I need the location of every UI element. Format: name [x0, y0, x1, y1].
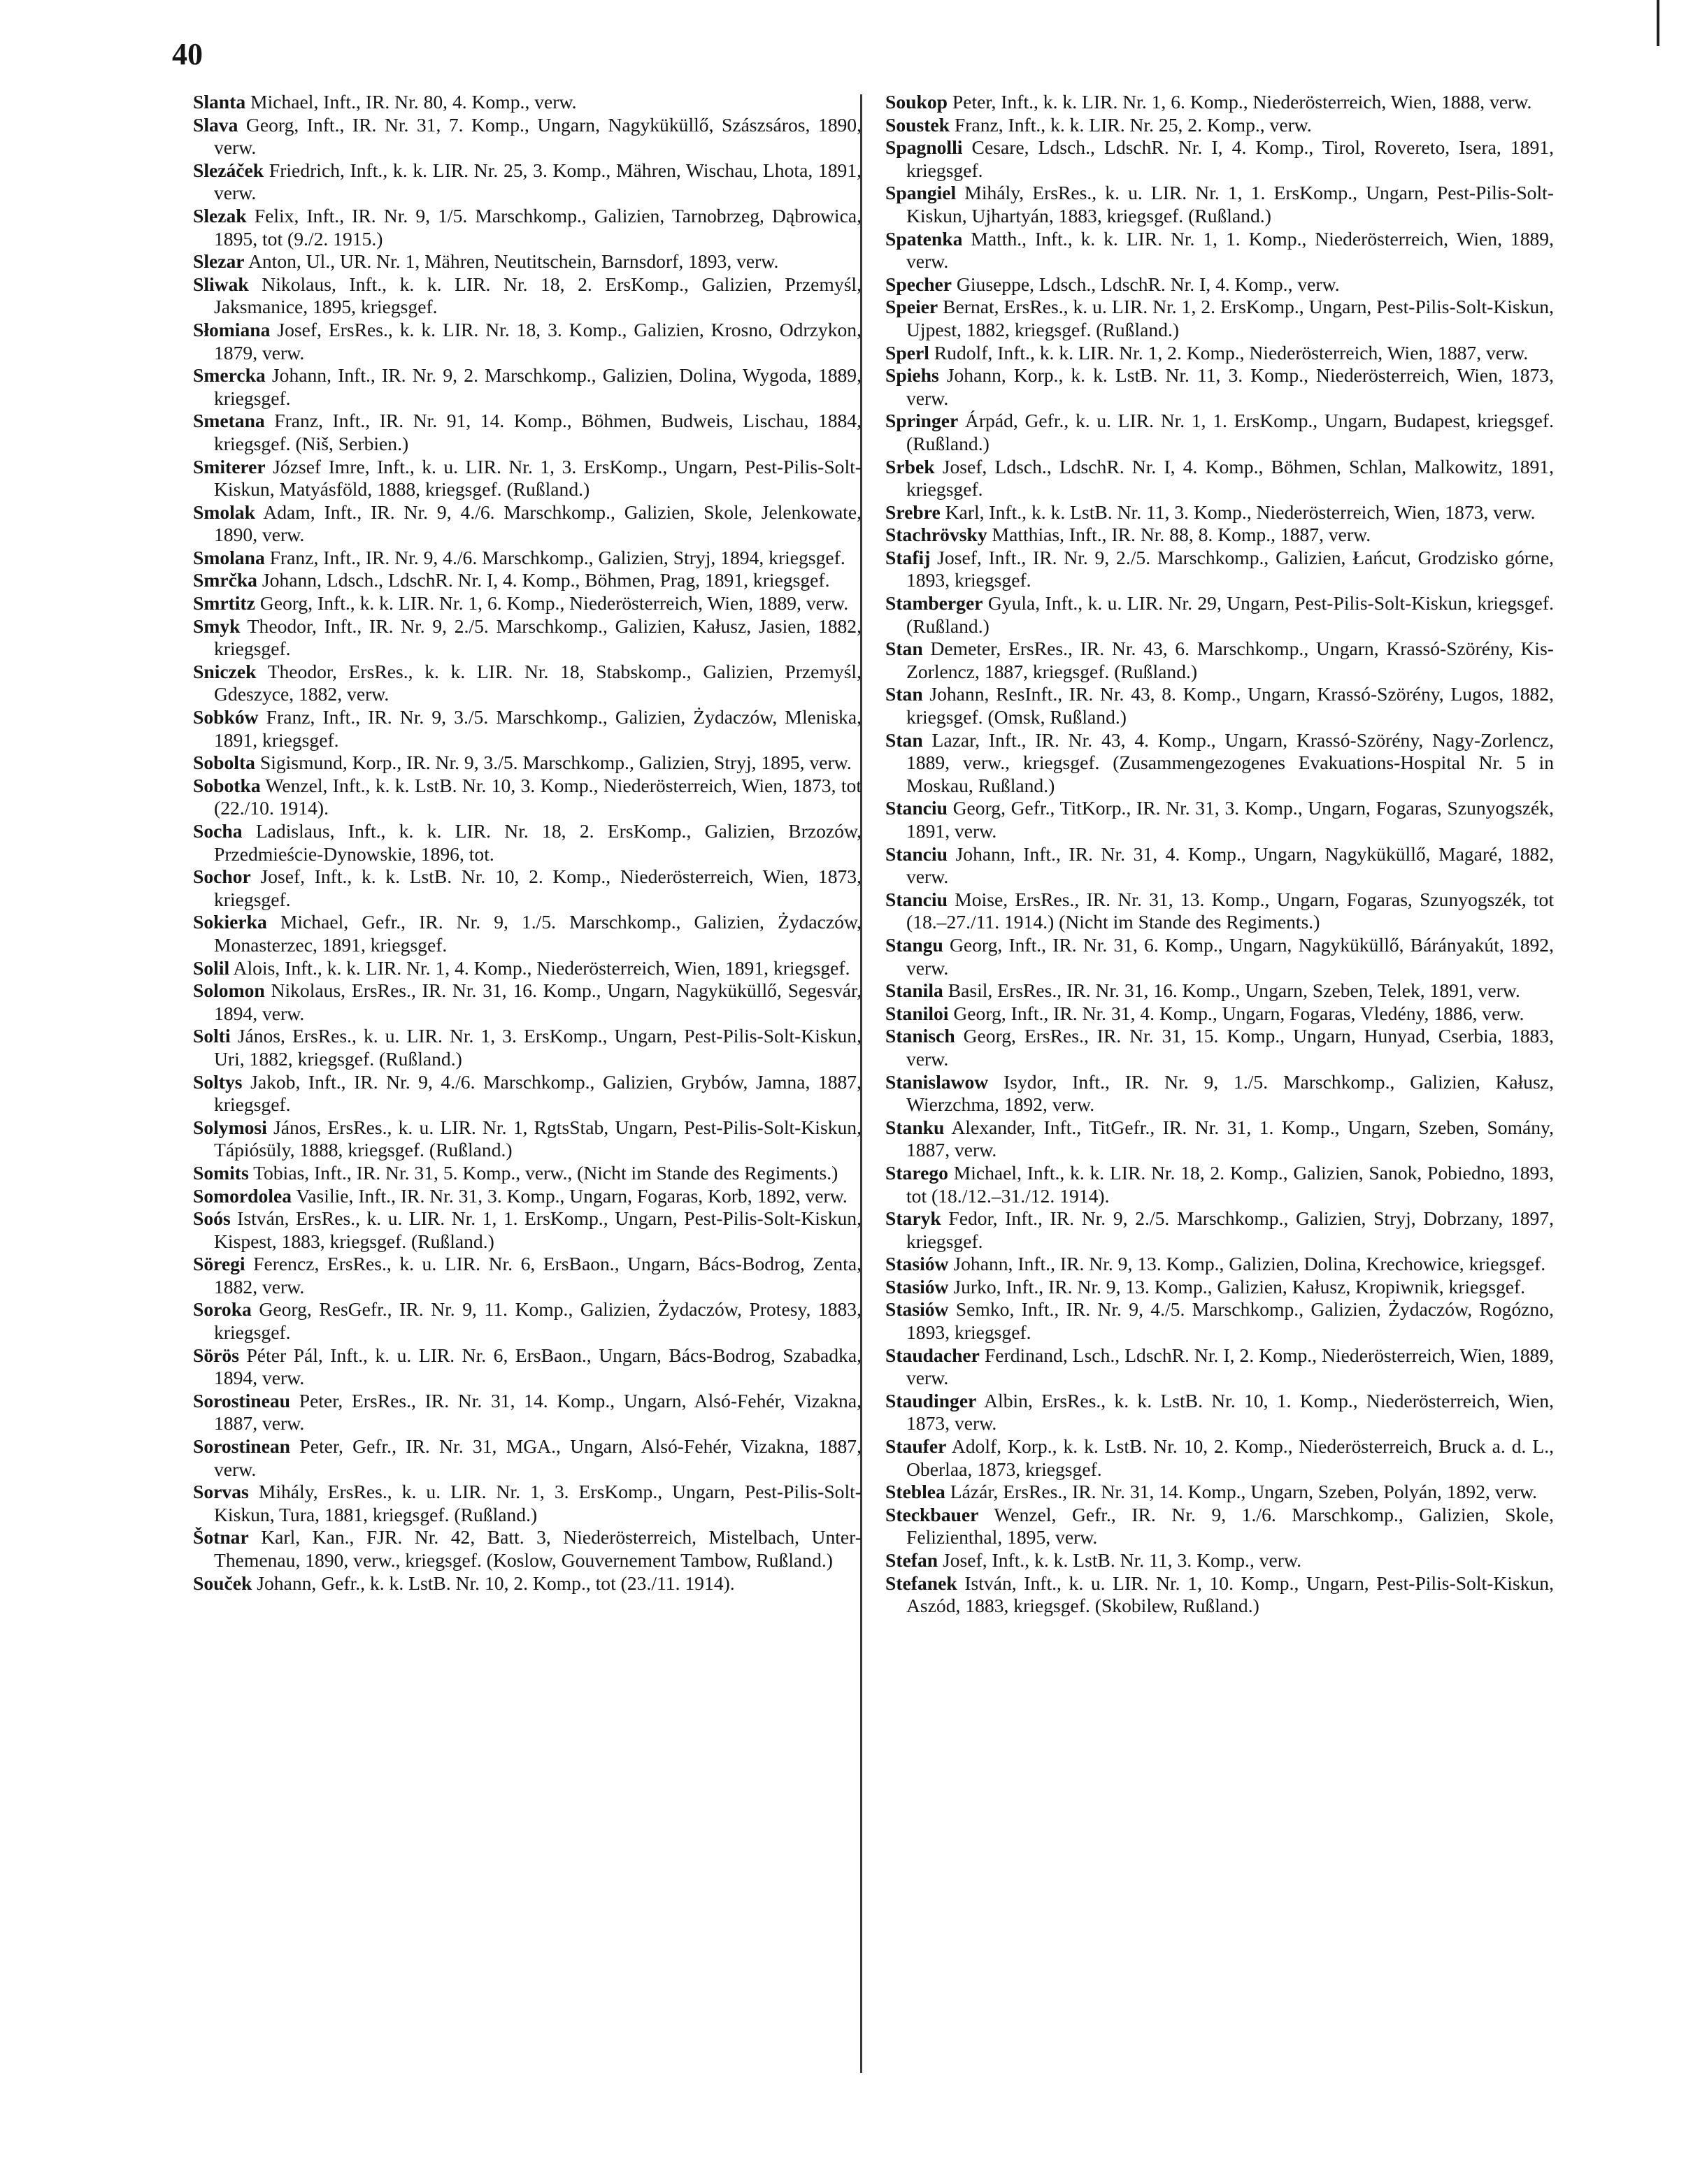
entry-surname: Stafij [885, 546, 931, 568]
entry-details: Matth., Inft., k. k. LIR. Nr. 1, 1. Komp., Niederösterreich, Wien, 1889, verw. [906, 227, 1554, 273]
list-item [885, 547, 1554, 592]
list-item [885, 1253, 1554, 1276]
entry-details: Johann, Gefr., k. k. LstB. Nr. 10, 2. Komp., tot (23./11. 1914). [252, 1572, 735, 1594]
entry-details: Isydor, Inft., IR. Nr. 9, 1./5. Marschkomp., Galizien, Kałusz, Wierzchma, 1892, verw. [906, 1070, 1554, 1116]
entry-details: Georg, ErsRes., IR. Nr. 31, 15. Komp., Ungarn, Hunyad, Cserbia, 1883, verw. [906, 1025, 1554, 1070]
entry-surname: Staudacher [885, 1344, 980, 1366]
list-item [193, 1298, 862, 1344]
column-left [193, 91, 862, 1595]
entry-surname: Slezar [193, 250, 245, 273]
list-item [885, 410, 1554, 455]
entry-details: Jurko, Inft., IR. Nr. 9, 13. Komp., Galizien, Kałusz, Kropiwnik, kriegsgef. [948, 1275, 1526, 1298]
list-item [885, 182, 1554, 227]
entry-surname: Spagnolli [885, 136, 963, 159]
entry-surname: Soroka [193, 1298, 252, 1321]
entry-details: Theodor, Inft., IR. Nr. 9, 2./5. Marschkomp., Galizien, Kałusz, Jasien, 1882, kriegsgef. [214, 615, 862, 660]
entry-surname: Słomiana [193, 318, 271, 340]
entry-details: Michael, Inft., k. k. LIR. Nr. 18, 2. Komp., Galizien, Sanok, Pobiedno, 1893, tot (18./12.–31./12. 1914). [906, 1161, 1554, 1207]
entry-details: Johann, Inft., IR. Nr. 9, 2. Marschkomp., Galizien, Dolina, Wygoda, 1889, kriegsgef. [214, 364, 862, 409]
entry-surname: Sörös [193, 1344, 239, 1366]
list-item [885, 1116, 1554, 1162]
entry-details: Johann, ResInft., IR. Nr. 43, 8. Komp., Ungarn, Krassó-Szörény, Lugos, 1882, kriegsgef. (Omsk, Rußland.) [906, 683, 1554, 728]
entry-surname: Soukop [885, 91, 948, 113]
entry-surname: Stefan [885, 1549, 938, 1571]
page-edge-rule [1657, 0, 1659, 46]
entry-surname: Springer [885, 410, 959, 432]
list-item [193, 250, 862, 273]
entry-details: Franz, Inft., k. k. LIR. Nr. 25, 2. Komp., verw. [950, 113, 1312, 136]
list-item [193, 1526, 862, 1572]
list-item [193, 1185, 862, 1208]
entry-surname: Šotnar [193, 1526, 249, 1549]
list-item [193, 661, 862, 706]
entry-surname: Soustek [885, 113, 950, 136]
list-item [885, 364, 1554, 410]
list-item [885, 934, 1554, 979]
entry-surname: Spangiel [885, 182, 957, 204]
list-item [193, 364, 862, 410]
entry-details: Franz, Inft., IR. Nr. 9, 4./6. Marschkomp., Galizien, Stryj, 1894, kriegsgef. [264, 546, 845, 568]
list-item [193, 752, 862, 775]
entry-details: Wenzel, Gefr., IR. Nr. 9, 1./6. Marschkomp., Galizien, Skole, Felizienthal, 1895, verw. [906, 1503, 1554, 1549]
entry-surname: Stachrövsky [885, 524, 987, 546]
entry-surname: Somordolea [193, 1184, 292, 1207]
entry-surname: Srbek [885, 455, 935, 477]
entry-details: Josef, Inft., k. k. LstB. Nr. 10, 2. Komp., Niederösterreich, Wien, 1873, kriegsgef. [214, 865, 862, 910]
entry-details: Peter, Gefr., IR. Nr. 31, MGA., Ungarn, Alsó-Fehér, Vizakna, 1887, verw. [214, 1435, 862, 1480]
list-item [885, 1344, 1554, 1390]
entry-surname: Solymosi [193, 1116, 267, 1138]
page-number: 40 [172, 37, 203, 71]
entry-details: Ferencz, ErsRes., k. u. LIR. Nr. 6, ErsBaon., Ungarn, Bács-Bodrog, Zenta, 1882, verw. [214, 1253, 862, 1298]
entry-details: Anton, Ul., UR. Nr. 1, Mähren, Neutitschein, Barnsdorf, 1893, verw. [244, 250, 779, 273]
list-item [885, 1071, 1554, 1116]
entry-surname: Socha [193, 820, 243, 842]
list-item [193, 957, 862, 980]
entry-surname: Stanisch [885, 1025, 955, 1047]
entry-details: Johann, Inft., IR. Nr. 9, 13. Komp., Galizien, Dolina, Krechowice, kriegsgef. [948, 1253, 1546, 1275]
list-item [193, 615, 862, 661]
entry-surname: Sorostineau [193, 1389, 291, 1411]
list-item [885, 456, 1554, 501]
entry-details: Nikolaus, ErsRes., IR. Nr. 31, 16. Komp., Ungarn, Nagyküküllő, Segesvár, 1894, verw. [214, 979, 862, 1024]
entry-details: Theodor, ErsRes., k. k. LIR. Nr. 18, Stabskomp., Galizien, Przemyśl, Gdeszyce, 1882, verw. [214, 660, 862, 705]
entry-details: Georg, Inft., k. k. LIR. Nr. 1, 6. Komp., Niederösterreich, Wien, 1889, verw. [255, 592, 849, 615]
list-item [885, 729, 1554, 798]
entry-surname: Stan [885, 638, 923, 660]
list-item [885, 1298, 1554, 1344]
entry-details: Jakob, Inft., IR. Nr. 9, 4./6. Marschkomp., Galizien, Grybów, Jamna, 1887, kriegsgef. [214, 1070, 862, 1116]
entry-details: Wenzel, Inft., k. k. LstB. Nr. 10, 3. Komp., Niederösterreich, Wien, 1873, tot (22./10. 1914). [214, 774, 862, 819]
list-item [885, 136, 1554, 182]
entry-details: Rudolf, Inft., k. k. LIR. Nr. 1, 2. Komp., Niederösterreich, Wien, 1887, verw. [929, 341, 1529, 364]
entry-details: Ferdinand, Lsch., LdschR. Nr. I, 2. Komp., Niederösterreich, Wien, 1889, verw. [906, 1344, 1554, 1389]
list-item [193, 91, 862, 114]
list-item [193, 1572, 862, 1595]
entry-details: Árpád, Gefr., k. u. LIR. Nr. 1, 1. ErsKomp., Ungarn, Budapest, kriegsgef. (Rußland.) [906, 410, 1554, 454]
entry-details: János, ErsRes., k. u. LIR. Nr. 1, RgtsStab, Ungarn, Pest-Pilis-Solt-Kiskun, Tápiósüly, 1888, kriegsgef. (Rußland.) [214, 1116, 862, 1161]
list-item [193, 547, 862, 570]
list-item [885, 1549, 1554, 1572]
list-item [193, 1071, 862, 1116]
entry-details: Peter, Inft., k. k. LIR. Nr. 1, 6. Komp., Niederösterreich, Wien, 1888, verw. [947, 91, 1532, 113]
entry-details: Alexander, Inft., TitGefr., IR. Nr. 31, 1. Komp., Ungarn, Szeben, Somány, 1887, verw. [906, 1116, 1554, 1161]
entry-surname: Smiterer [193, 455, 266, 477]
list-item [885, 638, 1554, 683]
entry-surname: Sorvas [193, 1481, 249, 1503]
entry-surname: Spatenka [885, 227, 963, 250]
entry-surname: Slezáček [193, 159, 264, 181]
entry-details: Michael, Gefr., IR. Nr. 9, 1./5. Marschkomp., Galizien, Żydaczów, Monasterzec, 1891, kriegsgef. [214, 911, 862, 956]
entry-surname: Spiehs [885, 364, 939, 387]
list-item [193, 159, 862, 205]
entry-surname: Smolana [193, 546, 265, 568]
entry-surname: Slava [193, 113, 238, 136]
entry-details: Demeter, ErsRes., IR. Nr. 43, 6. Marschkomp., Ungarn, Krassó-Szörény, Kis-Zorlencz, 1887, kriegsgef. (Rußland.) [906, 638, 1554, 682]
entry-details: Albin, ErsRes., k. k. LstB. Nr. 10, 1. Komp., Niederösterreich, Wien, 1873, verw. [906, 1389, 1554, 1435]
entry-details: Lázár, ErsRes., IR. Nr. 31, 14. Komp., Ungarn, Szeben, Polyán, 1892, verw. [945, 1481, 1538, 1503]
entry-details: Friedrich, Inft., k. k. LIR. Nr. 25, 3. Komp., Mähren, Wischau, Lhota, 1891, verw. [214, 159, 862, 204]
list-item [885, 1025, 1554, 1070]
entry-details: Georg, Inft., IR. Nr. 31, 4. Komp., Ungarn, Fogaras, Vledény, 1886, verw. [948, 1002, 1524, 1024]
entry-details: István, Inft., k. u. LIR. Nr. 1, 10. Komp., Ungarn, Pest-Pilis-Solt-Kiskun, Aszód, 1883, kriegsgef. (Skobilew, Rußland.) [906, 1572, 1554, 1617]
entry-surname: Söregi [193, 1253, 245, 1275]
column-right [885, 91, 1554, 1618]
entry-surname: Soós [193, 1207, 231, 1230]
entry-surname: Staniloi [885, 1002, 949, 1024]
entry-surname: Sobolta [193, 752, 255, 774]
entry-details: Josef, Inft., k. k. LstB. Nr. 11, 3. Komp., verw. [938, 1549, 1302, 1571]
list-item [885, 889, 1554, 934]
entry-surname: Stangu [885, 933, 943, 956]
entry-surname: Stan [885, 683, 923, 705]
entry-surname: Slanta [193, 91, 246, 113]
list-item [885, 1504, 1554, 1549]
entry-surname: Sochor [193, 865, 251, 888]
entry-surname: Sobotka [193, 774, 261, 796]
entry-surname: Staufer [885, 1435, 947, 1458]
list-item [193, 501, 862, 547]
entry-surname: Soltys [193, 1070, 243, 1093]
list-item [193, 205, 862, 250]
entry-details: Johann, Inft., IR. Nr. 31, 4. Komp., Ungarn, Nagyküküllő, Magaré, 1882, verw. [906, 842, 1554, 888]
entry-surname: Sorostinean [193, 1435, 291, 1458]
entry-surname: Stanislawow [885, 1070, 989, 1093]
entry-surname: Stan [885, 728, 923, 751]
list-item [885, 1572, 1554, 1618]
entry-surname: Specher [885, 273, 952, 295]
entry-details: Karl, Inft., k. k. LstB. Nr. 11, 3. Komp., Niederösterreich, Wien, 1873, verw. [940, 501, 1536, 523]
entry-details: Georg, Inft., IR. Nr. 31, 6. Komp., Ungarn, Nagyküküllő, Bárányakút, 1892, verw. [906, 933, 1554, 979]
list-item [193, 410, 862, 455]
entry-surname: Stasiów [885, 1298, 949, 1321]
list-item [885, 342, 1554, 365]
list-item [885, 1162, 1554, 1207]
entry-surname: Solti [193, 1025, 231, 1047]
entry-surname: Stanku [885, 1116, 945, 1138]
list-item [885, 296, 1554, 341]
list-item [193, 319, 862, 364]
list-item [885, 797, 1554, 842]
entry-details: Moise, ErsRes., IR. Nr. 31, 13. Komp., Ungarn, Fogaras, Szunyogszék, tot (18.–27./11. 1914.) (Nicht im Stande des Regiments.) [906, 888, 1554, 933]
entry-details: Nikolaus, Inft., k. k. LIR. Nr. 18, 2. ErsKomp., Galizien, Przemyśl, Jaksmanice, 1895, kriegsgef. [214, 273, 862, 318]
list-item [885, 979, 1554, 1003]
entry-details: Basil, ErsRes., IR. Nr. 31, 16. Komp., Ungarn, Szeben, Telek, 1891, verw. [943, 979, 1520, 1002]
entry-surname: Stasiów [885, 1253, 949, 1275]
entry-details: Johann, Ldsch., LdschR. Nr. I, 4. Komp., Böhmen, Prag, 1891, kriegsgef. [257, 569, 830, 591]
list-item [885, 1481, 1554, 1504]
entry-details: Adolf, Korp., k. k. LstB. Nr. 10, 2. Komp., Niederösterreich, Bruck a. d. L., Oberlaa, 1873, kriegsgef. [906, 1435, 1554, 1480]
entry-details: Felix, Inft., IR. Nr. 9, 1/5. Marschkomp., Galizien, Tarnobrzeg, Dąbrowica, 1895, tot (9./2. 1915.) [214, 204, 862, 250]
entry-surname: Smercka [193, 364, 266, 387]
list-item [885, 1276, 1554, 1299]
list-item [193, 979, 862, 1025]
list-item [193, 775, 862, 820]
entry-details: Fedor, Inft., IR. Nr. 9, 2./5. Marschkomp., Galizien, Stryj, Dobrzany, 1897, kriegsgef. [906, 1207, 1554, 1252]
list-item [193, 820, 862, 865]
entry-details: Péter Pál, Inft., k. u. LIR. Nr. 6, ErsBaon., Ungarn, Bács-Bodrog, Szabadka, 1894, verw. [214, 1344, 862, 1389]
entry-surname: Stanila [885, 979, 943, 1002]
entry-details: Franz, Inft., IR. Nr. 91, 14. Komp., Böhmen, Budweis, Lischau, 1884, kriegsgef. (Niš, Serbien.) [214, 410, 862, 454]
entry-details: Johann, Korp., k. k. LstB. Nr. 11, 3. Komp., Niederösterreich, Wien, 1873, verw. [906, 364, 1554, 409]
entry-surname: Somits [193, 1161, 249, 1184]
entry-surname: Sobków [193, 706, 259, 728]
entry-surname: Sperl [885, 341, 929, 364]
list-item [193, 1162, 862, 1185]
entry-details: Mihály, ErsRes., k. u. LIR. Nr. 1, 1. ErsKomp., Ungarn, Pest-Pilis-Solt-Kiskun, Ujhartyán, 1883, kriegsgef. (Rußland.) [906, 182, 1554, 227]
entry-surname: Sliwak [193, 273, 249, 295]
list-item [193, 114, 862, 159]
list-item [193, 273, 862, 319]
list-item [885, 843, 1554, 889]
list-item [193, 1435, 862, 1481]
entry-details: Josef, Ldsch., LdschR. Nr. I, 4. Komp., Böhmen, Schlan, Malkowitz, 1891, kriegsgef. [906, 455, 1554, 501]
list-item [193, 1253, 862, 1298]
list-item [193, 865, 862, 911]
list-item [885, 1003, 1554, 1026]
entry-surname: Solomon [193, 979, 265, 1002]
entry-details: Vasilie, Inft., IR. Nr. 31, 3. Komp., Ungarn, Fogaras, Korb, 1892, verw. [292, 1184, 848, 1207]
entry-surname: Steckbauer [885, 1503, 979, 1525]
entry-surname: Smetana [193, 410, 265, 432]
list-item [193, 1116, 862, 1162]
entry-surname: Stanciu [885, 842, 948, 865]
entry-details: Josef, ErsRes., k. k. LIR. Nr. 18, 3. Komp., Galizien, Krosno, Odrzykon, 1879, verw. [214, 318, 862, 364]
list-item [193, 911, 862, 956]
entry-surname: Smrčka [193, 569, 257, 591]
entry-surname: Slezak [193, 204, 247, 227]
list-item [885, 1207, 1554, 1253]
entry-details: Semko, Inft., IR. Nr. 9, 4./5. Marschkomp., Galizien, Żydaczów, Rogózno, 1893, kriegsgef. [906, 1298, 1554, 1344]
list-item [885, 114, 1554, 137]
list-item [193, 592, 862, 615]
entry-surname: Staryk [885, 1207, 941, 1230]
list-item [193, 1481, 862, 1526]
entry-details: Lazar, Inft., IR. Nr. 43, 4. Komp., Ungarn, Krassó-Szörény, Nagy-Zorlencz, 1889, verw., kriegsgef. (Zusammengezogenes Evakuations-Hospital Nr. 5 in Moskau, Rußland.) [906, 728, 1554, 796]
list-item [193, 456, 862, 501]
entry-details: Tobias, Inft., IR. Nr. 31, 5. Komp., verw., (Nicht im Stande des Regiments.) [248, 1161, 838, 1184]
entry-surname: Stanciu [885, 797, 948, 819]
entry-surname: Srebre [885, 501, 941, 523]
entry-details: Georg, Gefr., TitKorp., IR. Nr. 31, 3. Komp., Ungarn, Fogaras, Szunyogszék, 1891, verw. [906, 797, 1554, 842]
entry-surname: Solil [193, 956, 230, 979]
entry-details: Karl, Kan., FJR. Nr. 42, Batt. 3, Niederösterreich, Mistelbach, Unter-Themenau, 1890, verw., kriegsgef. (Koslow, Gouvernement Tambow, Rußland.) [214, 1526, 862, 1571]
list-item [885, 91, 1554, 114]
entry-surname: Smolak [193, 501, 255, 523]
list-item [193, 1207, 862, 1253]
entry-details: István, ErsRes., k. u. LIR. Nr. 1, 1. ErsKomp., Ungarn, Pest-Pilis-Solt-Kiskun, Kispest, 1883, kriegsgef. (Rußland.) [214, 1207, 862, 1252]
entry-details: Giuseppe, Ldsch., LdschR. Nr. I, 4. Komp., verw. [952, 273, 1340, 295]
entry-details: Gyula, Inft., k. u. LIR. Nr. 29, Ungarn, Pest-Pilis-Solt-Kiskun, kriegsgef. (Rußland.) [906, 592, 1554, 637]
list-item [885, 524, 1554, 547]
list-item [193, 1344, 862, 1390]
entry-details: Sigismund, Korp., IR. Nr. 9, 3./5. Marschkomp., Galizien, Stryj, 1895, verw. [255, 752, 852, 774]
list-item [885, 592, 1554, 638]
entry-surname: Stamberger [885, 592, 983, 615]
list-item [885, 1390, 1554, 1435]
entry-surname: Stefanek [885, 1572, 957, 1594]
entry-details: Georg, Inft., IR. Nr. 31, 7. Komp., Ungarn, Nagyküküllő, Szászsáros, 1890, verw. [214, 113, 862, 159]
entry-details: Mihály, ErsRes., k. u. LIR. Nr. 1, 3. ErsKomp., Ungarn, Pest-Pilis-Solt-Kiskun, Tura, 1881, kriegsgef. (Rußland.) [214, 1481, 862, 1525]
entry-surname: Staudinger [885, 1389, 977, 1411]
entry-details: Franz, Inft., IR. Nr. 9, 3./5. Marschkomp., Galizien, Żydaczów, Mleniska, 1891, kriegsgef. [214, 706, 862, 751]
entry-details: Matthias, Inft., IR. Nr. 88, 8. Komp., 1887, verw. [987, 524, 1371, 546]
entry-surname: Smrtitz [193, 592, 255, 615]
entry-details: Alois, Inft., k. k. LIR. Nr. 1, 4. Komp., Niederösterreich, Wien, 1891, kriegsgef. [229, 956, 850, 979]
entry-details: János, ErsRes., k. u. LIR. Nr. 1, 3. ErsKomp., Ungarn, Pest-Pilis-Solt-Kiskun, Uri, 1882, kriegsgef. (Rußland.) [214, 1025, 862, 1070]
entry-details: József Imre, Inft., k. u. LIR. Nr. 1, 3. ErsKomp., Ungarn, Pest-Pilis-Solt-Kiskun, Matyásföld, 1888, kriegsgef. (Rußland.) [214, 455, 862, 501]
list-item [885, 501, 1554, 524]
entry-surname: Stasiów [885, 1275, 949, 1298]
list-item [193, 1390, 862, 1435]
entry-details: Peter, ErsRes., IR. Nr. 31, 14. Komp., Ungarn, Alsó-Fehér, Vizakna, 1887, verw. [214, 1389, 862, 1435]
list-item [193, 569, 862, 592]
entry-surname: Sniczek [193, 660, 257, 682]
entry-details: Georg, ResGefr., IR. Nr. 9, 11. Komp., Galizien, Żydaczów, Protesy, 1883, kriegsgef. [214, 1298, 862, 1344]
list-item [193, 706, 862, 752]
entry-surname: Stanciu [885, 888, 948, 910]
list-item [885, 273, 1554, 296]
list-item [193, 1025, 862, 1070]
entry-details: Adam, Inft., IR. Nr. 9, 4./6. Marschkomp., Galizien, Skole, Jelenkowate, 1890, verw. [214, 501, 862, 546]
entry-surname: Speier [885, 296, 938, 318]
list-item [885, 683, 1554, 728]
entry-surname: Smyk [193, 615, 241, 637]
entry-surname: Starego [885, 1161, 948, 1184]
entry-details: Cesare, Ldsch., LdschR. Nr. I, 4. Komp., Tirol, Rovereto, Isera, 1891, kriegsgef. [906, 136, 1554, 181]
list-item [885, 228, 1554, 273]
entry-surname: Sokierka [193, 911, 267, 933]
list-item [885, 1435, 1554, 1481]
entry-surname: Souček [193, 1572, 252, 1594]
entry-surname: Steblea [885, 1481, 945, 1503]
entry-details: Josef, Inft., IR. Nr. 9, 2./5. Marschkomp., Galizien, Łańcut, Grodzisko górne, 1893, kriegsgef. [906, 546, 1554, 591]
entry-details: Ladislaus, Inft., k. k. LIR. Nr. 18, 2. ErsKomp., Galizien, Brzozów, Przedmieście-Dynowskie, 1896, tot. [214, 820, 862, 865]
entry-details: Bernat, ErsRes., k. u. LIR. Nr. 1, 2. ErsKomp., Ungarn, Pest-Pilis-Solt-Kiskun, Ujpest, 1882, kriegsgef. (Rußland.) [906, 296, 1554, 340]
entry-details: Michael, Inft., IR. Nr. 80, 4. Komp., verw. [245, 91, 577, 113]
